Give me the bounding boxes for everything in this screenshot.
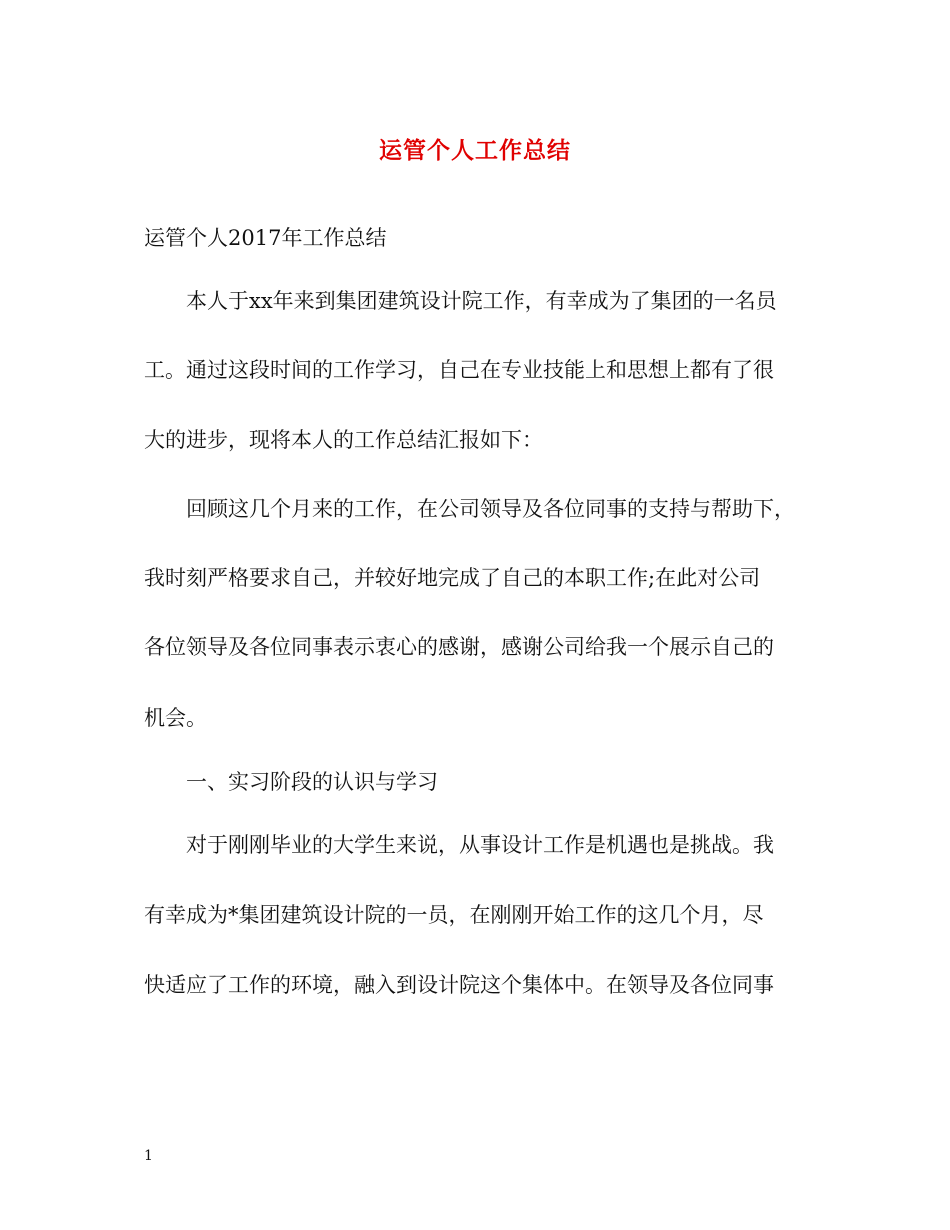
paragraph-line: 回顾这几个月来的工作，在公司领导及各位同事的支持与帮助下， [186,497,795,521]
subtitle-line: 运管个人2017年工作总结 [144,226,387,250]
section-heading: 一、实习阶段的认识与学习 [186,770,438,794]
page-number: 1 [144,1148,153,1164]
paragraph-line: 大的进步，现将本人的工作总结汇报如下： [144,428,543,452]
paragraph-line: 快适应了工作的环境，融入到设计院这个集体中。在领导及各位同事 [144,973,774,997]
paragraph-line: 各位领导及各位同事表示衷心的感谢，感谢公司给我一个展示自己的 [144,635,774,659]
paragraph-line: 机会。 [144,706,207,730]
document-title: 运管个人工作总结 [379,137,571,164]
paragraph-line: 有幸成为*集团建筑设计院的一员，在刚刚开始工作的这几个月，尽 [144,903,764,927]
paragraph-line: 对于刚刚毕业的大学生来说，从事设计工作是机遇也是挑战。我 [186,833,774,857]
paragraph-line: 工。通过这段时间的工作学习，自己在专业技能上和思想上都有了很 [144,358,774,382]
paragraph-line: 本人于xx年来到集团建筑设计院工作，有幸成为了集团的一名员 [186,289,777,313]
paragraph-line: 我时刻严格要求自己，并较好地完成了自己的本职工作;在此对公司 [144,566,761,590]
